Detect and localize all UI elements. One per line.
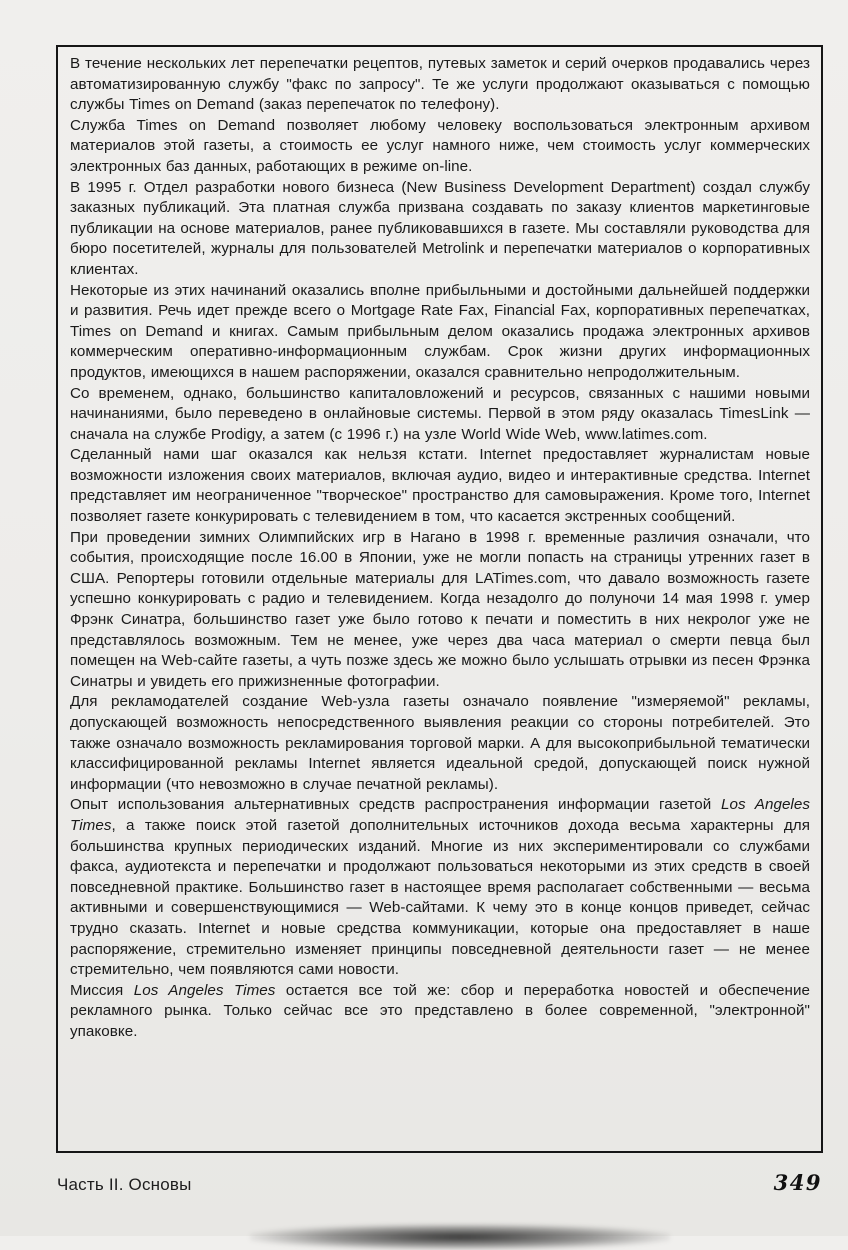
text-run: Некоторые из этих начинаний оказались вполне прибыльными и достойными дальнейшей поддержки и развития. Речь идет прежде всего о Mortgage Rate Fax, Financial Fax, корпоративных перепечатках, Times on Demand и книгах. Самым прибыльным делом оказались продажа электронных архивов коммерческим оперативно-информационным службам. Срок жизни других информационных продуктов, имеющихся в нашем распоряжении, оказался сравнительно непродолжительным. (70, 281, 810, 381)
italic-text-run: Los Angeles Times (133, 981, 276, 999)
text-run: В 1995 г. Отдел разработки нового бизнеса (New Business Development Department) создал службу заказных публикаций. Эта платная служба призвана создавать по заказу клиентов маркетинговые публикации на основе материалов, ранее публиковавшихся в газете. Мы составляли руководства для бюро посетителей, журналы для пользователей Metrolink и перепечатки материалов о корпоративных клиентах. (70, 178, 810, 278)
page-number: 349 (773, 1170, 822, 1195)
footer-section-label: Часть II. Основы (57, 1175, 192, 1194)
text-run: При проведении зимних Олимпийских игр в Нагано в 1998 г. временные различия означали, что события, происходящие после 16.00 в Японии, уже не могли попасть на страницы утренних газет в США. Репортеры готовили отдельные материалы для LATimes.com, что давало возможность газете успешно конкурировать с радио и телевидением. Когда незадолго до полуночи 14 мая 1998 г. умер Фрэнк Синатра, большинство газет уже было готово к печати и поместить в них некролог уже не представлялось возможным. Тем не менее, уже через два часа материал о смерти певца был помещен на Web-сайте газеты, а чуть позже здесь же можно было услышать отрывки из песен Фрэнка Синатры и увидеть его прижизненные фотографии. (70, 528, 810, 690)
text-run: В течение нескольких лет перепечатки рецептов, путевых заметок и серий очерков продавались через автоматизированную службу "факс по запросу". Те же услуги продолжают оказываться с помощью службы Times on Demand (заказ перепечаток по телефону). (70, 55, 810, 114)
text-run: Опыт использования альтернативных средств распространения информации газетой (70, 796, 722, 814)
paragraph (70, 445, 810, 527)
paragraph (70, 795, 810, 980)
text-run: Сделанный нами шаг оказался как нельзя кстати. Internet предоставляет журналистам новые возможности изложения своих материалов, включая аудио, видео и интерактивные средства. Internet представляет им неограниченное "творческое" пространство для самовыражения. Кроме того, Internet позволяет газете конкурировать с телевидением в том, что касается экстренных сообщений. (70, 446, 810, 526)
italic-text-run: Los Angeles Times (70, 796, 811, 834)
paragraph (70, 281, 810, 384)
text-box (56, 45, 823, 1153)
paragraph (70, 528, 810, 693)
text-run: Со временем, однако, большинство капиталовложений и ресурсов, связанных с нашими новыми начинаниями, было переведено в онлайновые системы. Первой в этом ряду оказалась TimesLink — сначала на службе Prodigy, а затем (с 1996 г.) на узле World Wide Web, www.latimes.com. (70, 384, 810, 443)
paragraph (70, 178, 810, 281)
text-run: , а также поиск этой газетой дополнительных источников дохода весьма характерны для большинства крупных периодических изданий. Многие из них экспериментировали со службами факса, аудиотекста и перепечатки и продолжают пользоваться некоторыми из этих средств в своей повседневной практике. Большинство газет в настоящее время располагает собственными — весьма активными и совершенствующимися — Web-сайтами. К чему это в конце концов приведет, сейчас трудно сказать. Internet и новые средства коммуникации, которые она предоставляет в наше распоряжение, стремительно изменяет принципы повседневной деятельности газет — не менее стремительно, чем появляются сами новости. (70, 816, 810, 979)
text-run: Служба Times on Demand позволяет любому человеку воспользоваться электронным архивом материалов этой газеты, а стоимость ее услуг намного ниже, чем стоимость услуг коммерческих электронных баз данных, работающих в режиме on-line. (70, 116, 810, 175)
paragraph (70, 384, 810, 446)
scan-shadow-artifact (250, 1224, 670, 1250)
text-run: остается все той же: сбор и переработка новостей и обеспечение рекламного рынка. Только сейчас все это представлено в более современной, "электронной" упаковке. (70, 981, 811, 1040)
paragraph (70, 54, 810, 116)
page-footer (57, 1170, 822, 1195)
paragraph (70, 981, 810, 1043)
text-run: Для рекламодателей создание Web-узла газеты означало появление "измеряемой" рекламы, допускающей возможность непосредственного выявления реакции со стороны потребителей. Это также означало возможность рекламирования торговой марки. А для высокоприбыльной тематически классифицированной рекламы Internet является идеальной средой, допускающей поиск нужной информации (что невозможно в случае печатной рекламы). (70, 693, 810, 793)
paragraph (70, 692, 810, 795)
paragraph (70, 116, 810, 178)
text-run: Миссия (70, 981, 134, 999)
